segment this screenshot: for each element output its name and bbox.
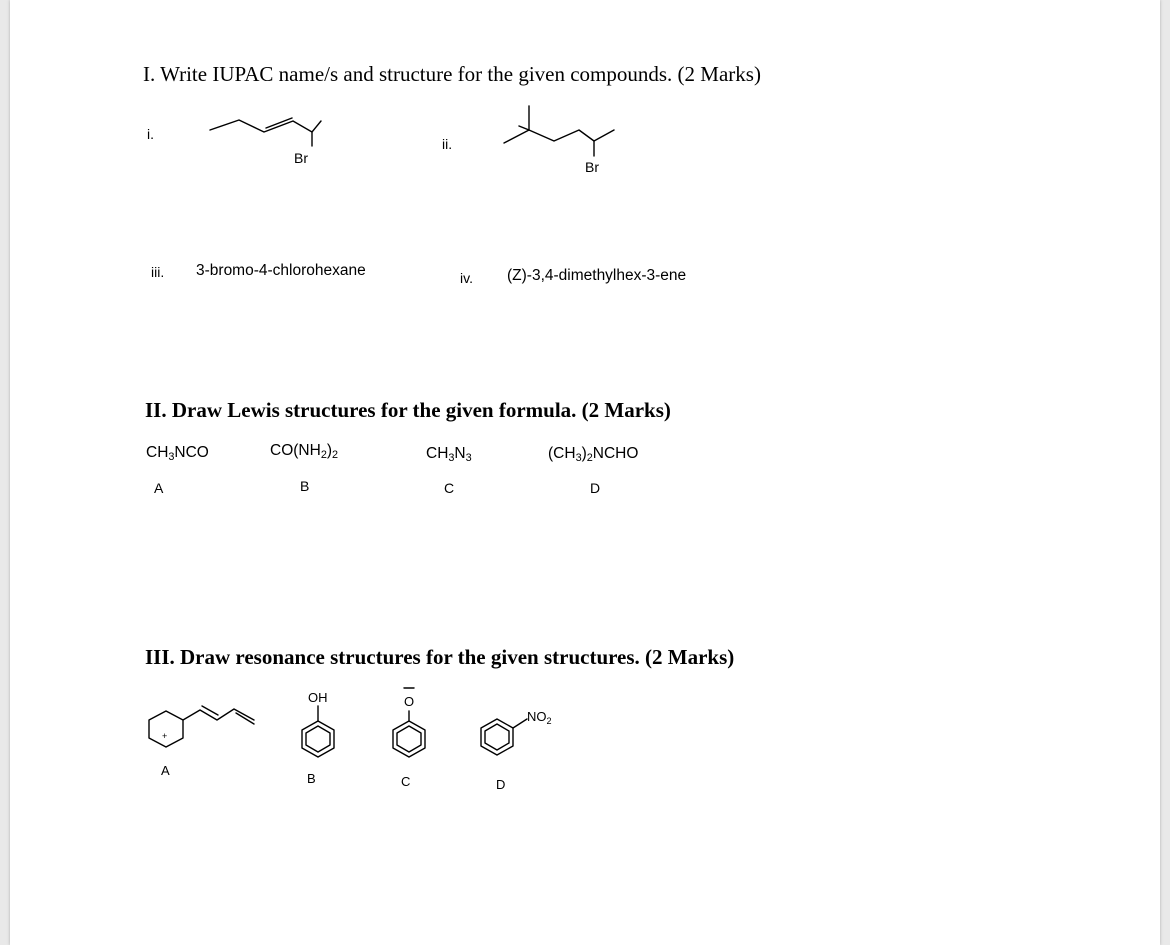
section-3-heading: III. Draw resonance structures for the given structures. (2 Marks) <box>145 645 735 669</box>
item-ii-bromine-label: Br <box>585 159 599 175</box>
formula-a-letter: A <box>154 480 164 496</box>
formula-b: $CO(NH_2)_2$ <box>270 442 339 461</box>
item-iii-label: iii. <box>151 264 165 280</box>
item-i-label: i. <box>147 126 154 142</box>
structure-b-oh-label: OH <box>308 690 328 705</box>
formula-d: $(CH_3)_2NCHO$ <box>548 445 639 464</box>
section-1-heading: I. Write IUPAC name/s and structure for the given compounds. (2 Marks) <box>143 62 761 86</box>
item-iv-name: (Z)-3,4-dimethylhex-3-ene <box>507 267 687 284</box>
formula-d-letter: D <box>590 480 601 496</box>
formula-b-letter: B <box>300 478 310 494</box>
item-ii-label: ii. <box>442 136 453 152</box>
structure-a-letter: A <box>161 763 170 778</box>
document-page <box>10 0 1160 945</box>
item-i-bromine-label: Br <box>294 150 308 166</box>
formula-a: $CH_3NCO$ <box>146 444 209 463</box>
structure-d-letter: D <box>496 777 506 792</box>
structure-c-letter: C <box>401 774 411 789</box>
item-iii-name: 3-bromo-4-chlorohexane <box>196 262 366 279</box>
section-2-heading: II. Draw Lewis structures for the given formula. (2 Marks) <box>145 398 671 422</box>
structure-a-charge: + <box>162 731 168 741</box>
resonance-structure-d-nitro <box>10 0 1160 945</box>
formula-c-letter: C <box>444 480 455 496</box>
structure-c-oxygen-label: O <box>404 694 415 709</box>
structure-d-nitro-label: $NO_2$ <box>527 709 552 726</box>
formula-c: $CH_3N_3$ <box>426 445 472 464</box>
item-iv-label: iv. <box>460 270 473 286</box>
structure-b-letter: B <box>307 771 316 786</box>
